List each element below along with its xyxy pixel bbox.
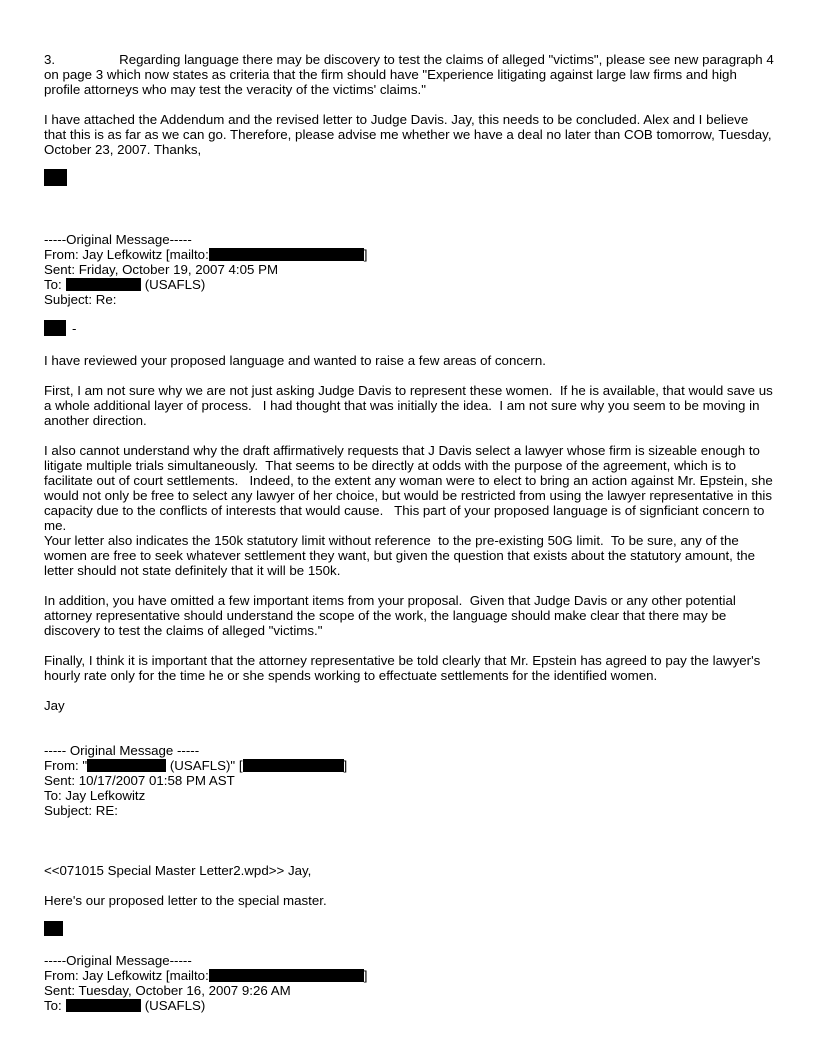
greeting-line-redacted [44, 320, 774, 336]
to-line: To: Jay Lefkowitz [44, 788, 146, 803]
to-text: To: [44, 277, 62, 292]
separator-line: ----- Original Message ----- [44, 743, 200, 758]
separator-line: -----Original Message----- [44, 232, 192, 247]
from-line [44, 247, 774, 262]
item-number: 3. [44, 52, 56, 67]
from-text: From: Jay Lefkowitz [mailto: [44, 247, 209, 262]
sent-line: Sent: 10/17/2007 01:58 PM AST [44, 773, 235, 788]
to-line [44, 998, 774, 1013]
paragraph-statutory-limit: Your letter also indicates the 150k statutory limit without reference to the pre-existing 50G limit. To be sure, any of the women are free to seek whatever settlement they want, but given the question that exists about the statutory amount, the letter should not state definitely that it will be 150k. [44, 533, 759, 578]
redacted-recipient-name-box [66, 999, 141, 1012]
to-line [44, 277, 774, 292]
to-org: (USAFLS) [144, 277, 206, 292]
signature-line-redacted [44, 169, 774, 186]
from-bracket: ] [343, 758, 348, 773]
from-line [44, 968, 774, 983]
paragraph-second-concern: I also cannot understand why the draft affirmatively requests that J Davis select a lawyer whose firm is sizeable enough to litigate multiple trials simultaneously. That seems to be directly at odds with the purpose of the agreement, which is to facilitate out of court settlements. Indeed, to the extent any woman were to elect to bring an action against Mr. Epstein, she would not only be free to select any lawyer of her choice, but would be restricted from using the lawyer representative in this capacity due to the conflicts of interests that would cause. This part of your proposed language is of signficiant concern to me. [44, 443, 777, 533]
original-message-header-2 [44, 743, 774, 818]
paragraph-deal-deadline: I have attached the Addendum and the revised letter to Judge Davis. Jay, this needs to be concluded. Alex and I believe that this is as far as we can go. Therefore, please advise me whether we have a deal no later than COB tomorrow, Tuesday, October 23, 2007. Thanks, [44, 112, 776, 157]
from-bracket: ] [363, 247, 368, 262]
from-line [44, 758, 774, 773]
paragraph-proposed-letter: Here's our proposed letter to the special master. [44, 893, 327, 908]
greeting-dash: - [72, 321, 77, 336]
redacted-sender-name-box [87, 759, 166, 772]
redacted-signature-box [44, 169, 67, 186]
redacted-sender-email-box [243, 759, 344, 772]
paragraph-omitted-items: In addition, you have omitted a few important items from your proposal. Given that Judge Davis or any other potential attorney representative should understand the scope of the work, the language should make clear that there may be discovery to test the claims of alleged "victims." [44, 593, 740, 638]
from-org: (USAFLS)" [ [166, 758, 243, 773]
attachment-reference-line: <<071015 Special Master Letter2.wpd>> Jay, [44, 863, 312, 878]
paragraph-hourly-rate: Finally, I think it is important that the attorney representative be told clearly that Mr. Epstein has agreed to pay the lawyer's hourly rate only for the time he or she spends working to effectuate settlements for the identified women. [44, 653, 764, 683]
from-bracket: ] [363, 968, 368, 983]
numbered-paragraph-3 [44, 52, 778, 97]
separator-line: -----Original Message----- [44, 953, 192, 968]
redacted-recipient-name-box [66, 278, 141, 291]
sent-line: Sent: Tuesday, October 16, 2007 9:26 AM [44, 983, 291, 998]
from-text: From: " [44, 758, 88, 773]
redacted-greeting-name-box [44, 320, 66, 336]
subject-line: Subject: RE: [44, 803, 118, 818]
to-org: (USAFLS) [144, 998, 206, 1013]
to-text: To: [44, 998, 62, 1013]
paragraph-reviewed-language: I have reviewed your proposed language and wanted to raise a few areas of concern. [44, 353, 546, 368]
from-text: From: Jay Lefkowitz [mailto: [44, 968, 209, 983]
signature-line-redacted [44, 921, 774, 936]
original-message-header-3 [44, 953, 774, 1013]
redacted-email-address-box [209, 248, 364, 261]
item-text: Regarding language there may be discovery to test the claims of alleged "victims", please see new paragraph 4 on page 3 which now states as criteria that the firm should have "Experience litigating against large law firms and high profile attorneys who may test the veracity of the victims' claims." [44, 52, 778, 97]
signature-jay: Jay [44, 698, 65, 713]
original-message-header-1 [44, 232, 774, 307]
redacted-email-address-box [209, 969, 364, 982]
sent-line: Sent: Friday, October 19, 2007 4:05 PM [44, 262, 279, 277]
redacted-signature-box [44, 921, 63, 936]
paragraph-first-concern: First, I am not sure why we are not just asking Judge Davis to represent these women. If he is available, that would save us a whole additional layer of process. I had thought that was initially the idea. I am not sure why you seem to be moving in another direction. [44, 383, 777, 428]
subject-line: Subject: Re: [44, 292, 117, 307]
